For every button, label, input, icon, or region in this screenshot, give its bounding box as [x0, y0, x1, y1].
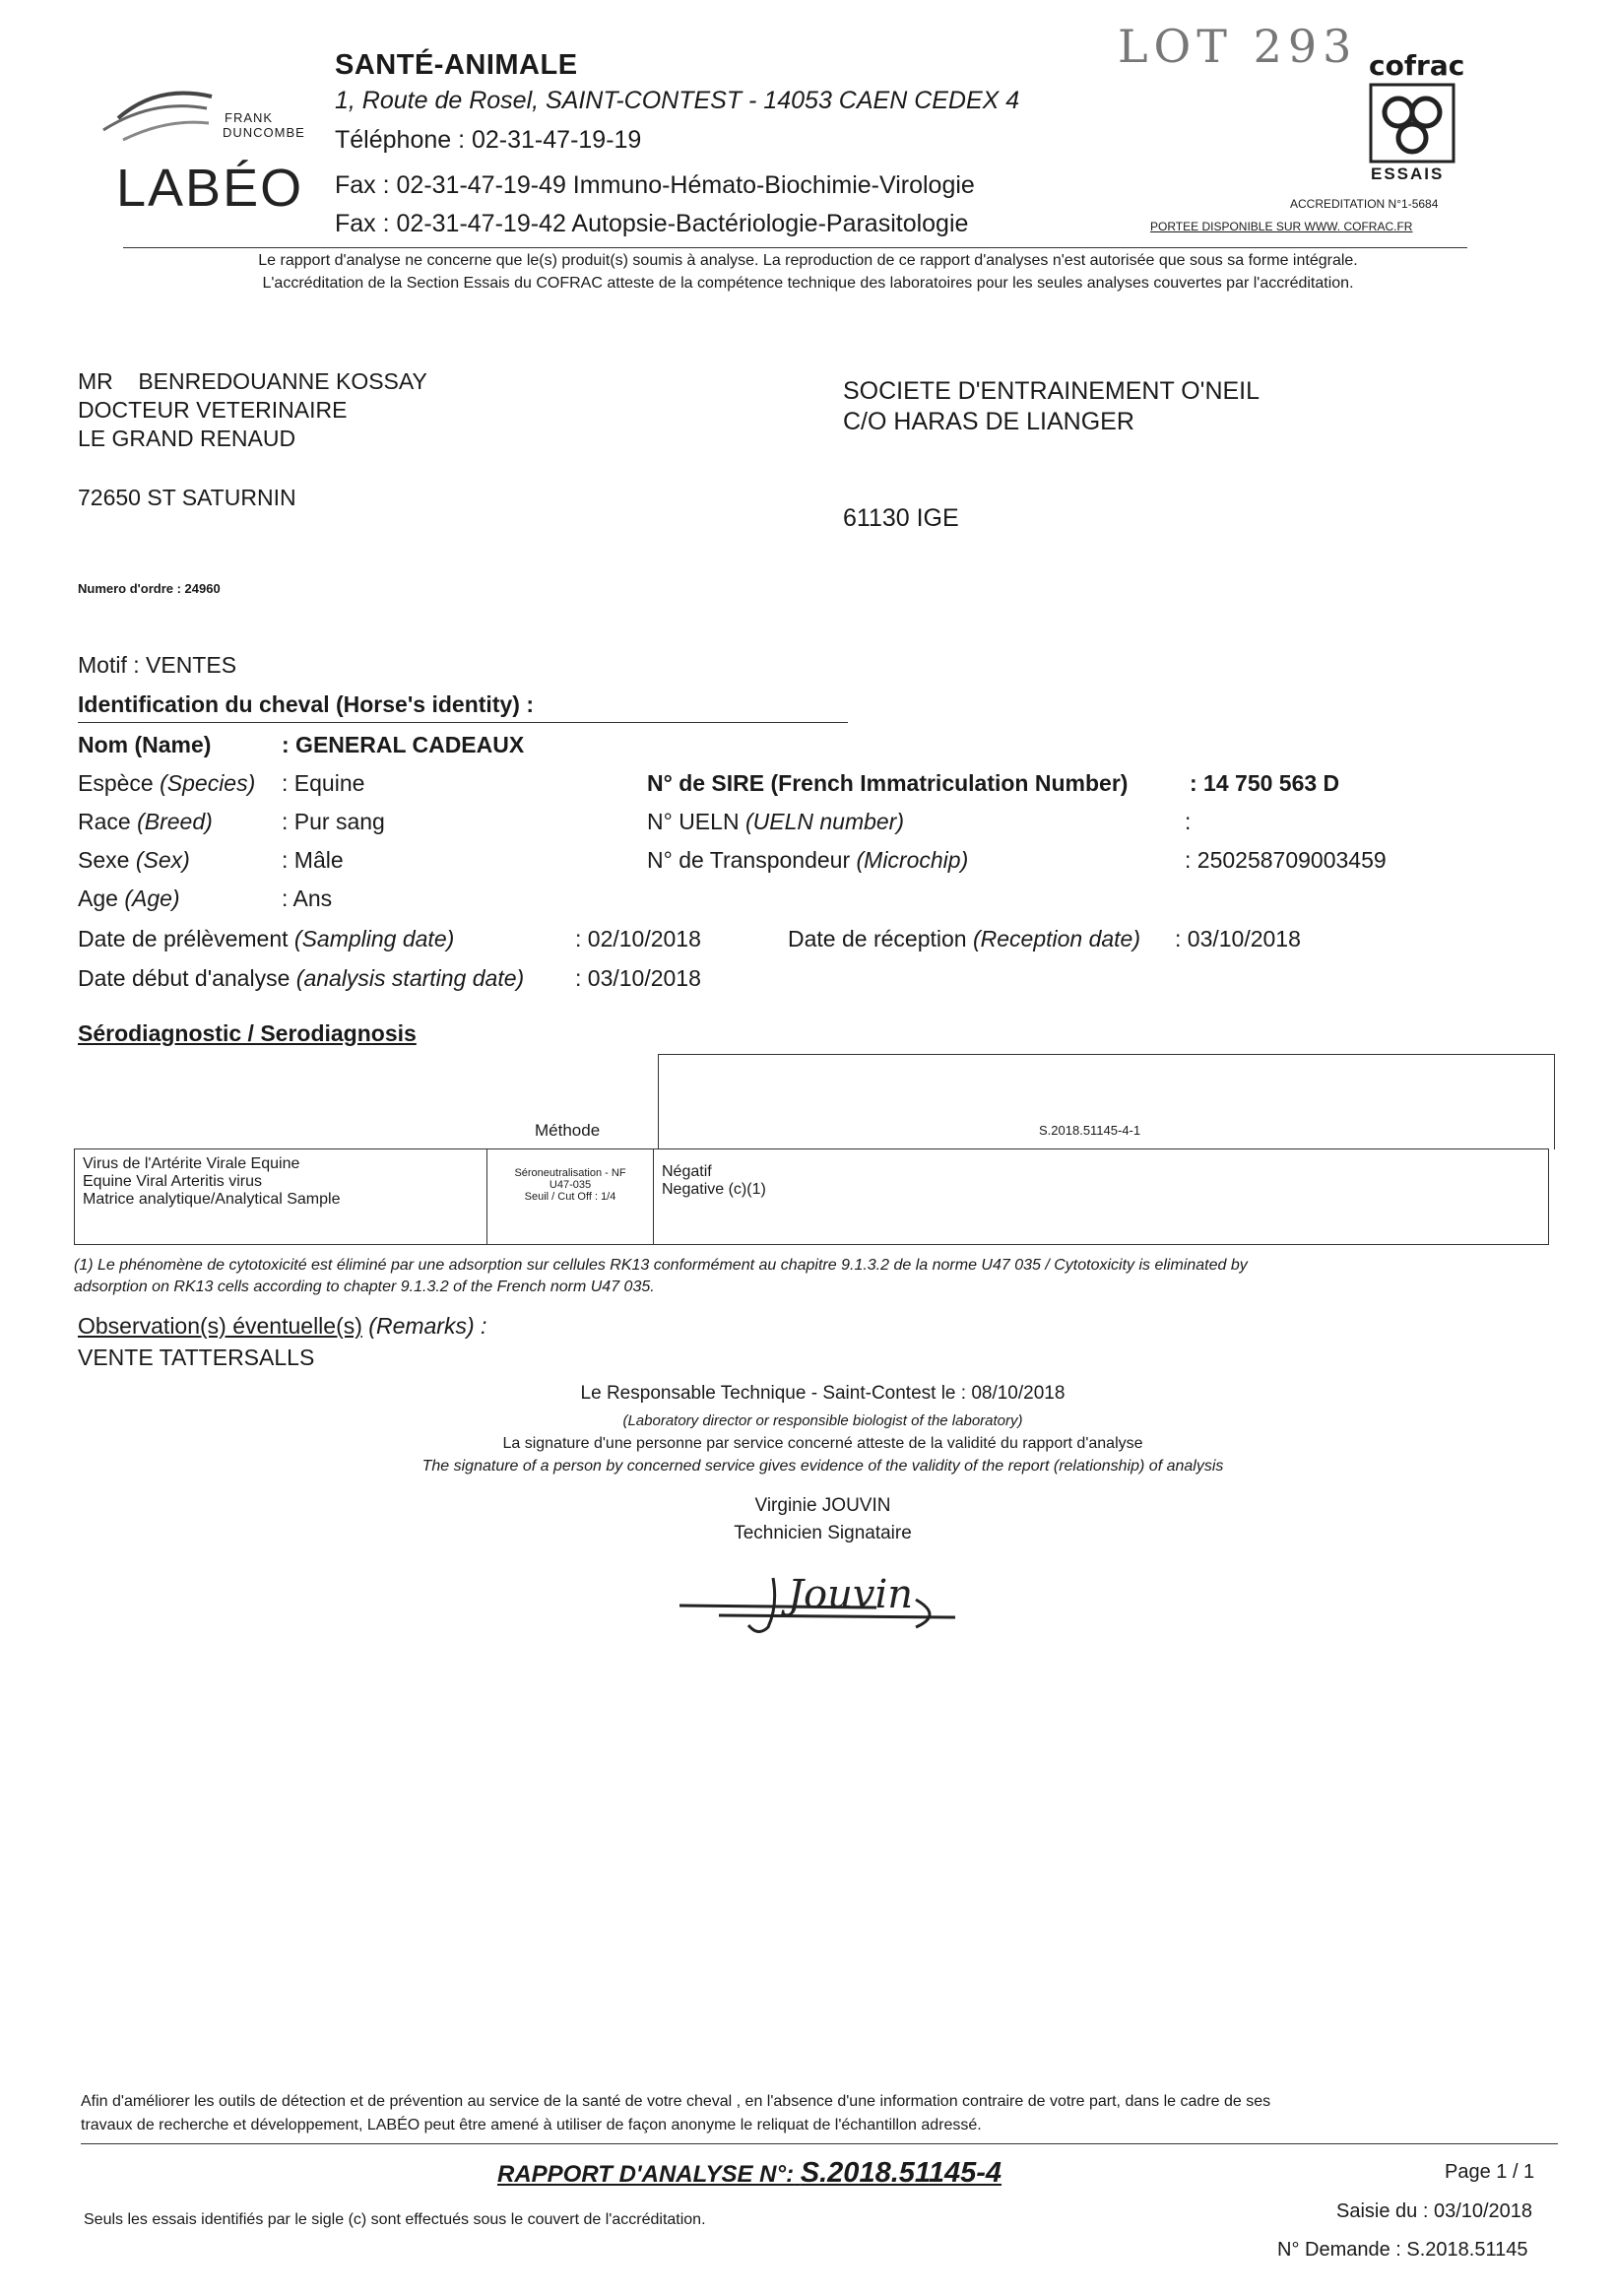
method-header: Méthode: [535, 1121, 601, 1140]
horse-name-label: Nom (Name): [78, 732, 212, 757]
footer-notice-1: Afin d'améliorer les outils de détection et de prévention au service de la santé de votre cheval , en l'absence d'une information contraire de votre part, dans le cadre de ses: [81, 2093, 1271, 2110]
reception-date-value: : 03/10/2018: [1175, 926, 1301, 951]
recipient-right-city: 61130 IGE: [843, 504, 959, 532]
reception-date-label: Date de réception (Reception date): [788, 926, 1141, 951]
footer-rule: [81, 2143, 1558, 2144]
lab-fax-1: Fax : 02-31-47-19-49 Immuno-Hémato-Biochimie-Virologie: [335, 171, 975, 199]
handwritten-signature: Jouvin: [679, 1566, 965, 1645]
cofrac-accreditation: ACCREDITATION N°1-5684: [1290, 197, 1439, 211]
signature-line-4: The signature of a person by concerned service gives evidence of the validity of the report (relationship) of analysis: [421, 1458, 1224, 1475]
remarks-value: VENTE TATTERSALLS: [78, 1345, 315, 1370]
signature-line-2: (Laboratory director or responsible biologist of the laboratory): [622, 1412, 1023, 1429]
analyte-cell: Virus de l'Artérite Virale Equine Equine Viral Arteritis virus Matrice analytique/Analytical Sample: [75, 1149, 487, 1245]
logo-subtitle: FRANK DUNCOMBE: [223, 110, 305, 140]
start-date-value: : 03/10/2018: [575, 965, 701, 991]
horse-sex-label: Sexe (Sex): [78, 847, 190, 873]
page-indicator: Page 1 / 1: [1445, 2161, 1535, 2183]
footnote-line-1: (1) Le phénomène de cytotoxicité est éliminé par une adsorption sur cellules RK13 conformément au chapitre 9.1.3.2 de la norme U47 035 / Cytotoxicity is eliminated by: [74, 1257, 1248, 1274]
recipient-right-name: SOCIETE D'ENTRAINEMENT O'NEIL: [843, 377, 1260, 405]
recipient-left-title: DOCTEUR VETERINAIRE: [78, 397, 348, 423]
footnote-line-2: adsorption on RK13 cells according to chapter 9.1.3.2 of the French norm U47 035.: [74, 1279, 655, 1295]
accreditation-note: Seuls les essais identifiés par le sigle (c) sont effectués sous le couvert de l'accréditation.: [84, 2211, 706, 2228]
cofrac-brand: cofrac: [1369, 49, 1465, 82]
cofrac-logo-icon: [1369, 83, 1455, 164]
lab-fax-2: Fax : 02-31-47-19-42 Autopsie-Bactériologie-Parasitologie: [335, 210, 969, 237]
section-title: Sérodiagnostic / Serodiagnosis: [78, 1020, 417, 1046]
recipient-left-city: 72650 ST SATURNIN: [78, 485, 296, 510]
disclaimer-line-2: L'accréditation de la Section Essais du COFRAC atteste de la compétence technique des laboratoires pour les seules analyses couvertes par l'accréditation.: [262, 275, 1354, 292]
labeo-swoosh-icon: [98, 79, 217, 148]
header-rule: [123, 247, 1467, 248]
motif: Motif : VENTES: [78, 652, 237, 678]
horse-name-value: : GENERAL CADEAUX: [282, 732, 525, 757]
table-row: [75, 1149, 1549, 1245]
lab-telephone: Téléphone : 02-31-47-19-19: [335, 126, 642, 154]
horse-age-value: : Ans: [282, 886, 333, 911]
identification-heading: Identification du cheval (Horse's identity) :: [78, 691, 534, 717]
recipient-right-co: C/O HARAS DE LIANGER: [843, 408, 1134, 435]
signature-line-1: Le Responsable Technique - Saint-Contest le : 08/10/2018: [580, 1383, 1066, 1404]
lab-service-title: SANTÉ-ANIMALE: [335, 49, 578, 81]
numero-ordre: Numero d'ordre : 24960: [78, 581, 221, 596]
result-cell: Négatif Negative (c)(1): [654, 1149, 1549, 1245]
signatory-name: Virginie JOUVIN: [754, 1495, 891, 1516]
report-number-line: RAPPORT D'ANALYSE N°: S.2018.51145-4: [497, 2157, 1002, 2189]
horse-ueln-value: :: [1185, 809, 1192, 834]
sampling-date-label: Date de prélèvement (Sampling date): [78, 926, 455, 951]
horse-breed-label: Race (Breed): [78, 809, 213, 834]
horse-species-label: Espèce (Species): [78, 770, 256, 796]
sampling-date-value: : 02/10/2018: [575, 926, 701, 951]
horse-sire-value: : 14 750 563 D: [1190, 770, 1340, 796]
handwritten-lot-number: LOT 293: [1118, 20, 1358, 73]
horse-breed-value: : Pur sang: [282, 809, 385, 834]
method-cell: Séroneutralisation - NF U47-035 Seuil / Cut Off : 1/4: [487, 1149, 654, 1245]
identification-rule: [78, 722, 848, 723]
demande-number: N° Demande : S.2018.51145: [1277, 2239, 1528, 2261]
lab-address: 1, Route de Rosel, SAINT-CONTEST - 14053 CAEN CEDEX 4: [335, 87, 1020, 114]
recipient-left-place: LE GRAND RENAUD: [78, 426, 296, 451]
horse-transponder-label: N° de Transpondeur (Microchip): [647, 847, 969, 873]
cofrac-essais: ESSAIS: [1371, 164, 1445, 183]
horse-ueln-label: N° UELN (UELN number): [647, 809, 904, 834]
horse-transponder-value: : 250258709003459: [1185, 847, 1387, 873]
signature-line-3: La signature d'une personne par service concerné atteste de la validité du rapport d'analyse: [502, 1435, 1143, 1452]
remarks-label: Observation(s) éventuelle(s) (Remarks) :: [78, 1313, 487, 1339]
sample-header: S.2018.51145-4-1: [1039, 1123, 1141, 1138]
cofrac-portee: PORTEE DISPONIBLE SUR WWW. COFRAC.FR: [1150, 220, 1413, 233]
logo-wordmark: LABÉO: [116, 159, 304, 218]
saisie-date: Saisie du : 03/10/2018: [1336, 2200, 1533, 2222]
recipient-left-name: MR BENREDOUANNE KOSSAY: [78, 368, 427, 394]
horse-sire-label: N° de SIRE (French Immatriculation Number): [647, 770, 1129, 796]
horse-sex-value: : Mâle: [282, 847, 344, 873]
signatory-title: Technicien Signataire: [734, 1523, 912, 1543]
start-date-label: Date début d'analyse (analysis starting date): [78, 965, 525, 991]
horse-species-value: : Equine: [282, 770, 365, 796]
horse-age-label: Age (Age): [78, 886, 180, 911]
disclaimer-line-1: Le rapport d'analyse ne concerne que le(s) produit(s) soumis à analyse. La reproduction de ce rapport d'analyses n'est autorisée que sous sa forme intégrale.: [258, 252, 1358, 269]
signature-stroke-icon: [679, 1566, 965, 1645]
results-table: [74, 1148, 1549, 1245]
footer-notice-2: travaux de recherche et développement, LABÉO peut être amené à utiliser de façon anonyme le reliquat de l'échantillon adressé.: [81, 2117, 982, 2133]
